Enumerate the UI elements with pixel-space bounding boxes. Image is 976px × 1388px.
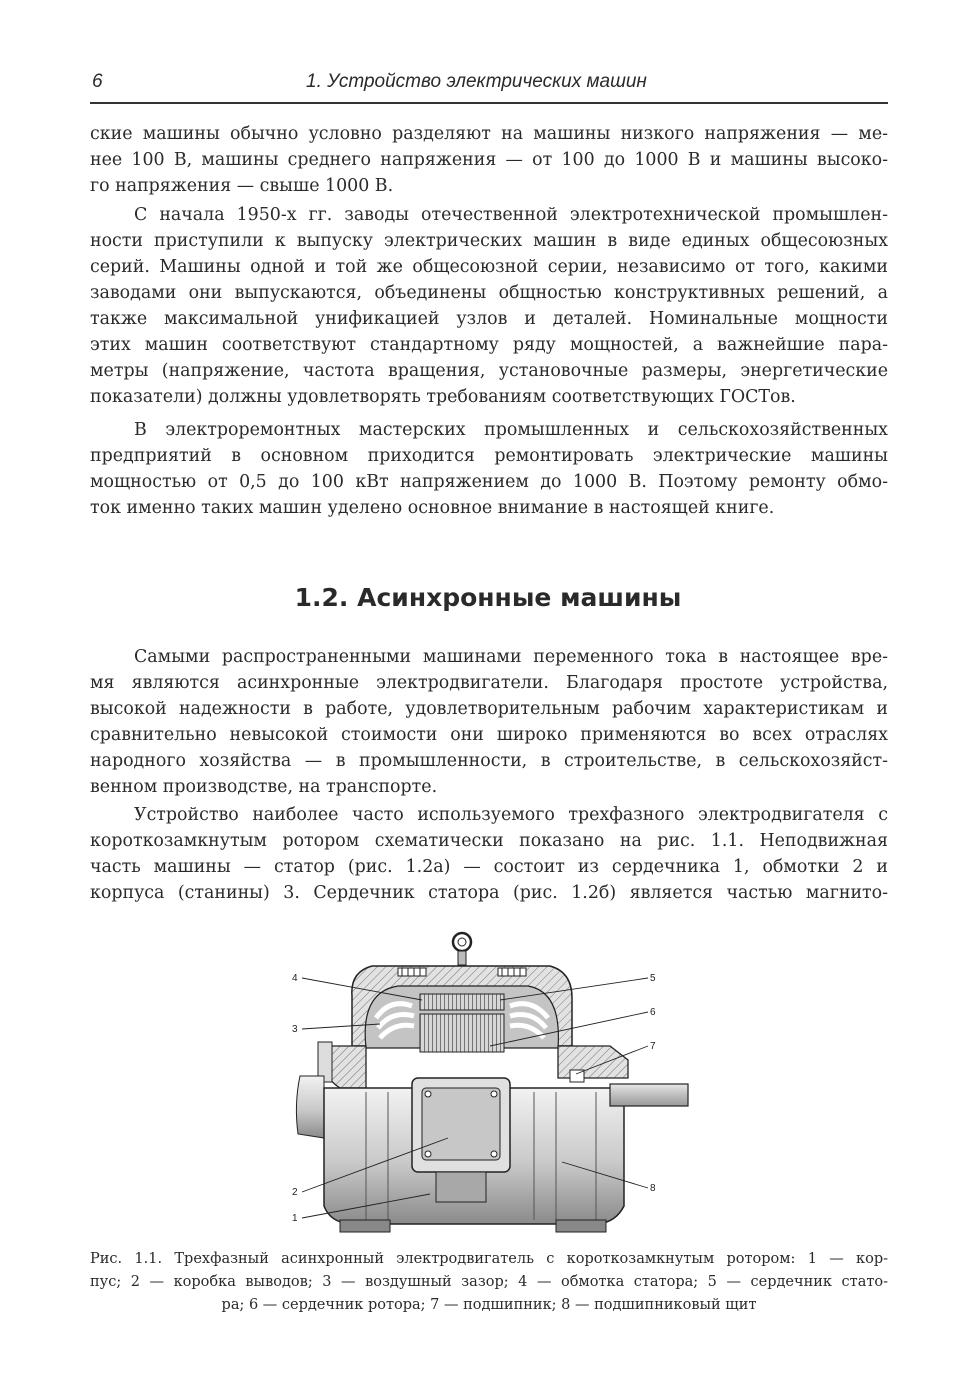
text-line: Самыми распространенными машинами переменного тока в настоящее вре- [134,647,888,667]
paragraph-2 [90,202,888,410]
text-line: короткозамкнутым ротором схематически показано на рис. 1.1. Неподвижная [90,831,888,851]
text-line: ские машины обычно условно разделяют на машины низкого напряжения — ме- [90,124,888,144]
text-line: народного хозяйства — в промышленности, в строительстве, в сельскохозяйст- [90,751,888,771]
section-paragraph-1 [90,644,888,800]
text-line: высокой надежности в работе, удовлетворительным рабочим характеристикам и [90,699,888,719]
text-line: нее 100 В, машины среднего напряжения — от 100 до 1000 В и машины высоко- [90,150,888,170]
text-line: корпуса (станины) 3. Сердечник статора (рис. 1.2б) является частью магнито- [90,883,888,903]
text-line: го напряжения — свыше 1000 В. [90,176,394,196]
text-line: метры (напряжение, частота вращения, установочные размеры, энергетические [90,361,888,381]
text-line: ток именно таких машин уделено основное внимание в настоящей книге. [90,498,775,518]
text-line: Устройство наиболее часто используемого трехфазного электродвигателя с [134,805,888,825]
text-line: серий. Машины одной и той же общесоюзной серии, независимо от того, какими [90,257,888,277]
figure-label-2: 2 [292,1187,298,1198]
shaft [610,1084,688,1106]
figure-label-1: 1 [292,1213,298,1224]
text-line: мя являются асинхронные электродвигатели. Благодаря простоте устройства, [90,673,888,693]
page-number: 6 [92,71,103,92]
figure-label-7: 7 [650,1041,656,1052]
figure-label-3: 3 [292,1024,298,1035]
text-line: В электроремонтных мастерских промышленных и сельскохозяйственных [134,420,888,440]
caption-line: Рис. 1.1. Трехфазный асинхронный электродвигатель с короткозамкнутым ротором: 1 — кор- [90,1251,888,1267]
section-title: 1.2. Асинхронные машины [294,583,682,612]
text-line: также максимальной унификацией узлов и деталей. Номинальные мощности [90,309,888,329]
figure-label-6: 6 [650,1007,656,1018]
figure-label-8: 8 [650,1183,656,1194]
text-line: сравнительно невысокой стоимости они широко применяются во всех отраслях [90,725,888,745]
text-line: мощностью от 0,5 до 100 кВт напряжением до 1000 В. Поэтому ремонту обмо- [90,472,888,492]
page-header [90,68,888,104]
text-line: показатели) должны удовлетворять требованиям соответствующих ГОСТов. [90,387,796,407]
motor-figure [280,928,700,1240]
caption-line: ра; 6 — сердечник ротора; 7 — подшипник; 8 — подшипниковый щит [221,1297,757,1313]
rotor-core [420,1014,504,1052]
running-title: 1. Устройство электрических машин [306,71,647,92]
stator-core [420,994,504,1010]
figure-label-5: 5 [650,973,656,984]
figure-label-4: 4 [292,973,298,984]
text-line: предприятий в основном приходится ремонтировать электрические машины [90,446,888,466]
lifting-eye [453,933,471,965]
paragraph-1 [90,121,888,199]
caption-line: пус; 2 — коробка выводов; 3 — воздушный зазор; 4 — обмотка статора; 5 — сердечник стато- [90,1274,888,1290]
section-paragraph-2 [90,802,888,906]
text-line: венном производстве, на транспорте. [90,777,438,797]
text-line: часть машины — статор (рис. 1.2а) — состоит из сердечника 1, обмотки 2 и [90,857,888,877]
text-line: С начала 1950-х гг. заводы отечественной электротехнической промышлен- [134,205,888,225]
end-shield-right [558,1046,628,1078]
paragraph-3 [90,417,888,521]
text-line: этих машин соответствуют стандартному ряду мощностей, а важнейшие пара- [90,335,888,355]
text-line: ности приступили к выпуску электрических машин в виде единых общесоюзных [90,231,888,251]
text-line: заводами они выпускаются, объединены общностью конструктивных решений, а [90,283,888,303]
figure-caption [90,1248,888,1317]
